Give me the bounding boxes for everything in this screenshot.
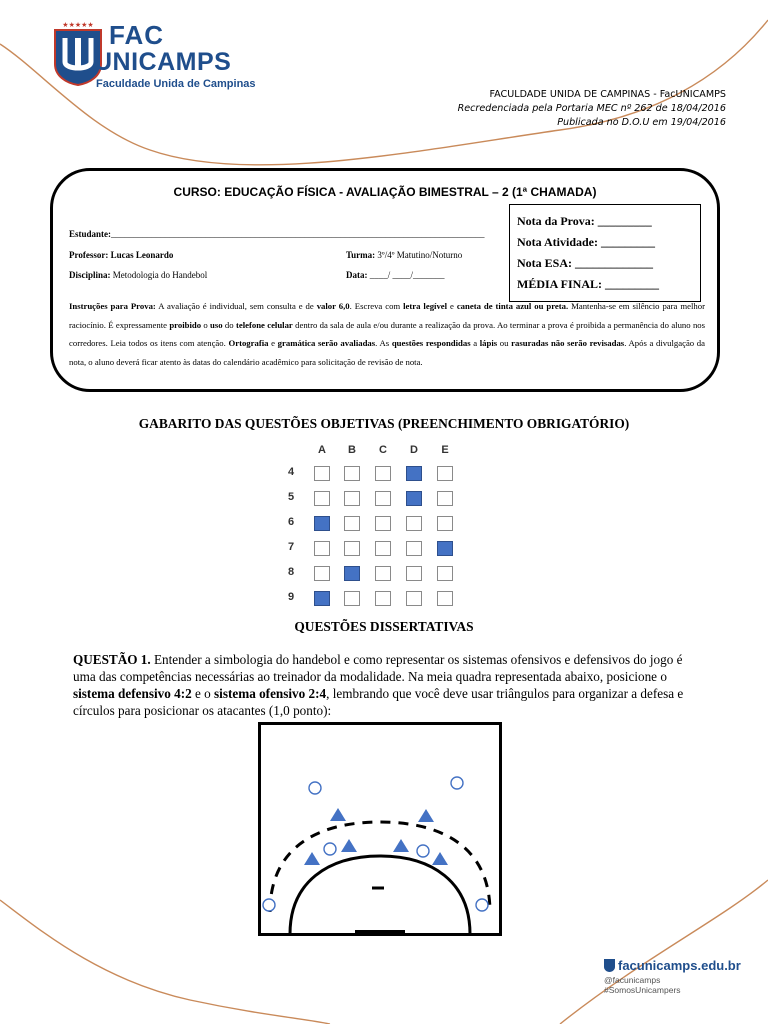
professor-label: Professor:	[69, 250, 109, 260]
instructions-bold: valor 6,0	[316, 301, 350, 311]
institution-info	[458, 88, 726, 130]
media-final-field: MÉDIA FINAL: _________	[517, 277, 660, 291]
answer-key-title: GABARITO DAS QUESTÕES OBJETIVAS (PREENCHIMENTO OBRIGATÓRIO)	[138, 416, 630, 431]
accreditation-text: Recredenciada pela Portaria MEC nº 262 de 18/04/2016	[457, 103, 726, 114]
instructions-bold: Ortografia	[228, 338, 269, 348]
answer-row-number: 5	[288, 491, 295, 503]
handball-half-court	[258, 722, 502, 936]
answer-checkbox[interactable]	[375, 566, 391, 581]
answer-checkbox[interactable]	[375, 466, 391, 481]
institution-name: FACULDADE UNIDA DE CAMPINAS - FacUNICAMPS	[489, 89, 726, 100]
answer-checkbox[interactable]	[344, 491, 360, 506]
instructions-bold: caneta de tinta azul ou preta.	[456, 301, 569, 311]
answer-checkbox-filled[interactable]	[406, 466, 422, 481]
question-1-bold: sistema defensivo 4:2	[73, 686, 192, 701]
footer-site: facunicamps.edu.br	[618, 958, 741, 973]
answer-checkbox[interactable]	[437, 566, 453, 581]
answer-checkbox[interactable]	[375, 516, 391, 531]
disciplina-row	[69, 270, 207, 280]
instructions-text: . As	[375, 338, 392, 348]
instructions-text: Mantenha-se em silêncio para melhor raciocínio. É expressamente	[69, 301, 705, 330]
answer-checkbox[interactable]	[344, 516, 360, 531]
turma-value: 3º/4º Matutino/Noturno	[377, 250, 463, 260]
instructions-bold: rasuradas não serão revisadas	[511, 338, 625, 348]
course-title: CURSO: EDUCAÇÃO FÍSICA - AVALIAÇÃO BIMESTRAL – 2 (1ª CHAMADA)	[173, 185, 597, 199]
data-label: Data:	[346, 270, 368, 280]
instructions-bold: proibido	[169, 319, 202, 330]
shield-small-icon	[604, 959, 615, 972]
instructions-text: A avaliação é individual, sem consulta e de	[155, 301, 317, 311]
nota-atividade-field: Nota Atividade: _________	[517, 235, 655, 249]
turma-row	[346, 250, 462, 260]
instructions-text: . Após a divulgação da nota, o aluno deverá ficar atento às datas do calendário acadêmico para solicitação de revisão de nota.	[69, 338, 706, 367]
instructions-bold: telefone celular	[235, 319, 293, 330]
instructions-text: dentro da sala de aula e/ou durante a realização da prova. Ao terminar a prova é proibida a permanência do aluno nos corredores. Leia todos os itens com atenção.	[69, 319, 706, 348]
grade-box	[509, 204, 701, 302]
student-line: ___________________________________________________________________________________	[111, 229, 485, 239]
question-1-text: Entender a simbologia do handebol e como representar os sistemas ofensivos e defensivos do jogo é uma das competências necessárias ao treinador da modalidade. Na meia quadra representada abaixo, posicione o	[73, 652, 683, 684]
answer-row-number: 7	[288, 541, 295, 553]
answer-row-number: 4	[288, 466, 295, 478]
exam-instructions	[69, 297, 705, 371]
professor-row	[69, 250, 173, 260]
footer-handle: @facunicamps	[604, 975, 661, 985]
question-1-label: QUESTÃO 1.	[73, 652, 151, 667]
instructions-text: e	[268, 338, 278, 348]
institution-logo	[52, 14, 256, 94]
instructions-bold: gramática serão avaliadas	[277, 338, 376, 348]
answer-checkbox[interactable]	[344, 541, 360, 556]
answer-column-label: D	[410, 444, 418, 456]
answer-checkbox[interactable]	[314, 541, 330, 556]
footer-branding	[604, 958, 741, 995]
question-1-text: , lembrando que você deve usar triângulos para organizar a defesa e círculos para posicionar os atacantes (1,0 ponto):	[73, 686, 684, 718]
footer-hashtag: #SomosUnicampers	[604, 985, 681, 995]
answer-checkbox[interactable]	[344, 591, 360, 606]
instructions-bold: uso	[210, 319, 223, 330]
answer-column-label: B	[348, 444, 356, 456]
logo-tagline: Faculdade Unida de Campinas	[96, 78, 256, 90]
answer-checkbox-filled[interactable]	[437, 541, 453, 556]
instructions-bold: letra legível	[403, 301, 448, 311]
answer-checkbox[interactable]	[437, 466, 453, 481]
goal	[355, 930, 405, 934]
instructions-text: e	[447, 301, 457, 311]
answer-checkbox[interactable]	[375, 591, 391, 606]
question-1	[73, 651, 689, 719]
answer-checkbox[interactable]	[314, 566, 330, 581]
instructions-bold: questões respondidas	[391, 338, 471, 348]
answer-checkbox[interactable]	[406, 516, 422, 531]
answer-checkbox[interactable]	[344, 466, 360, 481]
attacker-circle	[451, 777, 463, 789]
attacker-circle	[417, 845, 429, 857]
exam-info-box	[50, 168, 720, 392]
answer-checkbox-filled[interactable]	[344, 566, 360, 581]
answer-column-label: C	[379, 444, 387, 456]
logo-fac-text: FAC	[109, 20, 164, 50]
answer-checkbox[interactable]	[314, 491, 330, 506]
answer-checkbox[interactable]	[375, 541, 391, 556]
turma-label: Turma:	[346, 250, 376, 260]
data-value: ____/ ____/_______	[369, 270, 445, 280]
answer-checkbox-filled[interactable]	[314, 516, 330, 531]
attacker-circle	[476, 899, 488, 911]
answer-row-number: 6	[288, 516, 295, 528]
publication-text: Publicada no D.O.U em 19/04/2016	[557, 117, 726, 128]
data-row	[346, 270, 445, 280]
logo-unicamps-text: UNICAMPS	[94, 48, 232, 76]
instructions-label: Instruções para Prova:	[69, 301, 156, 311]
answer-row-number: 8	[288, 566, 295, 578]
nota-prova-field: Nota da Prova: _________	[517, 214, 652, 228]
answer-checkbox-filled[interactable]	[406, 491, 422, 506]
question-1-bold: sistema ofensivo 2:4	[214, 686, 327, 701]
student-label: Estudante:	[69, 229, 112, 239]
answer-checkbox[interactable]	[437, 491, 453, 506]
essay-section-title: QUESTÕES DISSERTATIVAS	[294, 619, 474, 634]
nota-esa-field: Nota ESA: _____________	[517, 256, 654, 270]
answer-checkbox[interactable]	[437, 516, 453, 531]
disciplina-value: Metodologia do Handebol	[112, 270, 208, 280]
answer-checkbox[interactable]	[314, 466, 330, 481]
instructions-text: o	[201, 319, 211, 330]
disciplina-label: Disciplina:	[69, 270, 111, 280]
question-1-text: e o	[191, 686, 215, 701]
answer-row-number: 9	[288, 591, 295, 603]
answer-column-label: E	[441, 444, 449, 456]
attacker-circle	[263, 899, 275, 911]
answer-checkbox[interactable]	[406, 541, 422, 556]
answer-checkbox[interactable]	[375, 491, 391, 506]
answer-checkbox-filled[interactable]	[314, 591, 330, 606]
svg-text:★★★★★: ★★★★★	[62, 21, 94, 29]
answer-column-label: A	[318, 444, 326, 456]
attacker-circle	[324, 843, 336, 855]
instructions-text: do	[222, 319, 236, 330]
instructions-bold: lápis	[479, 338, 498, 348]
professor-value: Lucas Leonardo	[110, 250, 174, 260]
instructions-text: a	[470, 338, 480, 348]
answer-checkbox[interactable]	[437, 591, 453, 606]
instructions-text: ou	[497, 338, 512, 348]
attacker-circle	[309, 782, 321, 794]
answer-checkbox[interactable]	[406, 591, 422, 606]
student-row	[69, 229, 485, 239]
answer-checkbox[interactable]	[406, 566, 422, 581]
instructions-text: . Escreva com	[349, 301, 404, 311]
